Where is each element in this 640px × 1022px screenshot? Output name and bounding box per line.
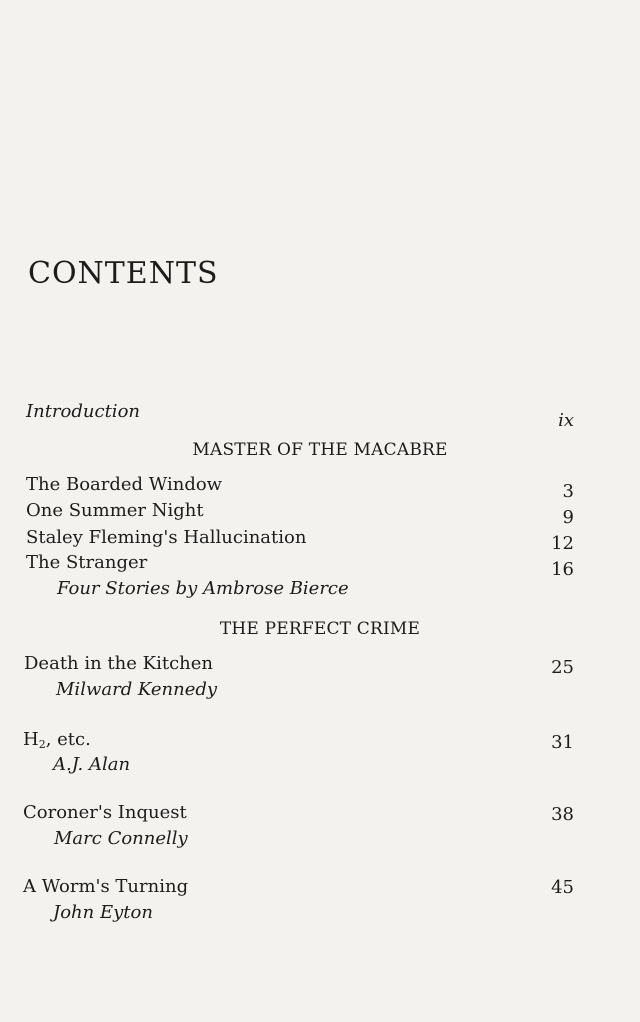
toc-entry-page: 31 [551,732,574,753]
toc-entry-title: One Summer Night [26,500,204,521]
toc-entry-title: The Stranger [26,552,148,573]
introduction-title: Introduction [26,401,140,422]
section-heading-macabre: MASTER OF THE MACABRE [192,440,448,460]
toc-entry-title: A Worm's Turning [23,876,189,897]
toc-entry-title [23,729,91,756]
toc-entry-page: 38 [551,804,574,825]
toc-entry-page: 12 [551,533,574,554]
toc-entry-title: Coroner's Inquest [23,802,187,823]
title-part: , etc. [45,729,91,750]
toc-entry-author: A.J. Alan [53,754,131,775]
title-subscript: 2 [38,738,46,751]
section-heading-perfect-crime: THE PERFECT CRIME [219,619,421,639]
toc-entry-author: Marc Connelly [54,828,188,849]
toc-entry-author: Milward Kennedy [56,679,218,700]
introduction-page: ix [558,410,574,431]
toc-entry-page: 25 [551,657,574,678]
toc-entry-title: Death in the Kitchen [24,653,213,674]
toc-entry-title: Staley Fleming's Hallucination [26,527,307,548]
toc-entry-page: 3 [562,481,574,502]
toc-entry-author: Four Stories by Ambrose Bierce [57,578,349,599]
toc-entry-page: 9 [562,507,574,528]
toc-entry-author: John Eyton [53,902,153,923]
page-title: CONTENTS [28,256,219,291]
toc-entry-page: 45 [551,877,574,898]
title-part: H [23,729,39,750]
toc-entry-title: The Boarded Window [26,474,223,495]
toc-entry-page: 16 [551,559,574,580]
